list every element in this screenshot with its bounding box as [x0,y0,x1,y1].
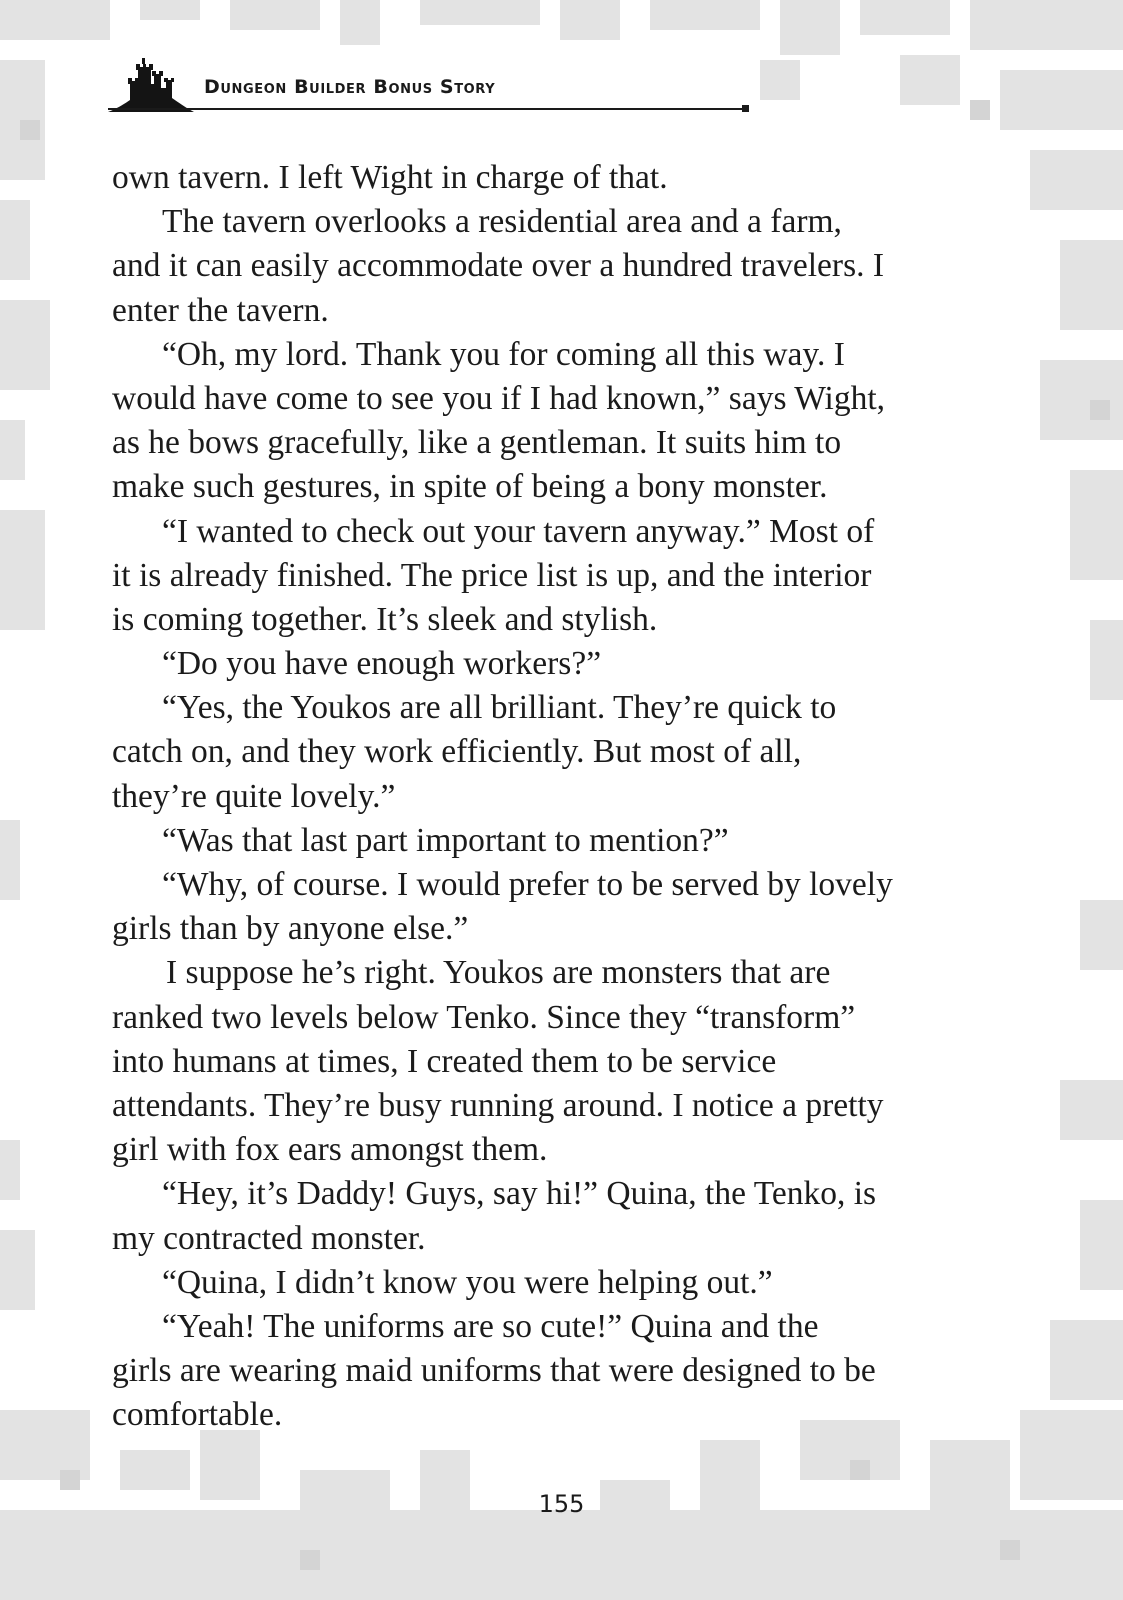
castle-icon [108,54,194,112]
text-line: “Why, of course. I would prefer to be served by lovely [162,866,893,903]
text-line: as he bows gracefully, like a gentleman. It suits him to [112,424,842,462]
text-line: “Oh, my lord. Thank you for coming all this way. I [162,335,845,373]
text-line: own tavern. I left Wight in charge of that. [112,159,668,196]
text-line: ranked two levels below Tenko. Since they “transform” [112,998,856,1036]
header-rule [108,108,748,110]
text-line: “I wanted to check out your tavern anyway.” Most of [162,512,875,550]
text-line: girls are wearing maid uniforms that were designed to be [112,1352,876,1390]
text-line: into humans at times, I created them to be service [112,1042,777,1080]
text-line: “Quina, I didn’t know you were helping out.” [162,1263,773,1301]
header-rule-end [742,105,749,112]
text-line: girl with fox ears amongst them. [112,1131,548,1169]
text-line: comfortable. [112,1396,283,1434]
text-line: “Do you have enough workers?” [162,645,602,683]
text-line: would have come to see you if I had known,” says Wight, [112,379,886,417]
text-line: they’re quite lovely.” [112,777,396,815]
text-line: The tavern overlooks a residential area and a farm, [162,203,842,241]
text-line: my contracted monster. [112,1219,426,1257]
running-header [108,50,748,114]
text-line: enter the tavern. [112,291,329,329]
text-line: attendants. They’re busy running around. I notice a pretty [112,1086,884,1124]
text-line: “Hey, it’s Daddy! Guys, say hi!” Quina, the Tenko, is [162,1175,877,1213]
text-line: it is already finished. The price list is up, and the interior [112,556,872,594]
text-line: make such gestures, in spite of being a bony monster. [112,468,828,506]
text-line: “Yeah! The uniforms are so cute!” Quina and the [162,1307,819,1345]
page-number: 155 [538,1490,585,1518]
text-line: and it can easily accommodate over a hundred travelers. I [112,247,885,285]
text-line: girls than by anyone else.” [112,910,469,948]
text-line: catch on, and they work efficiently. But most of all, [112,733,802,771]
header-title: Dungeon Builder Bonus Story [204,76,496,98]
text-line: is coming together. It’s sleek and stylish. [112,600,658,638]
body-text [112,156,972,1437]
text-line: I suppose he’s right. Youkos are monsters that are [166,954,831,992]
text-line: “Was that last part important to mention?” [162,821,729,859]
text-line: “Yes, the Youkos are all brilliant. They’re quick to [162,689,837,727]
